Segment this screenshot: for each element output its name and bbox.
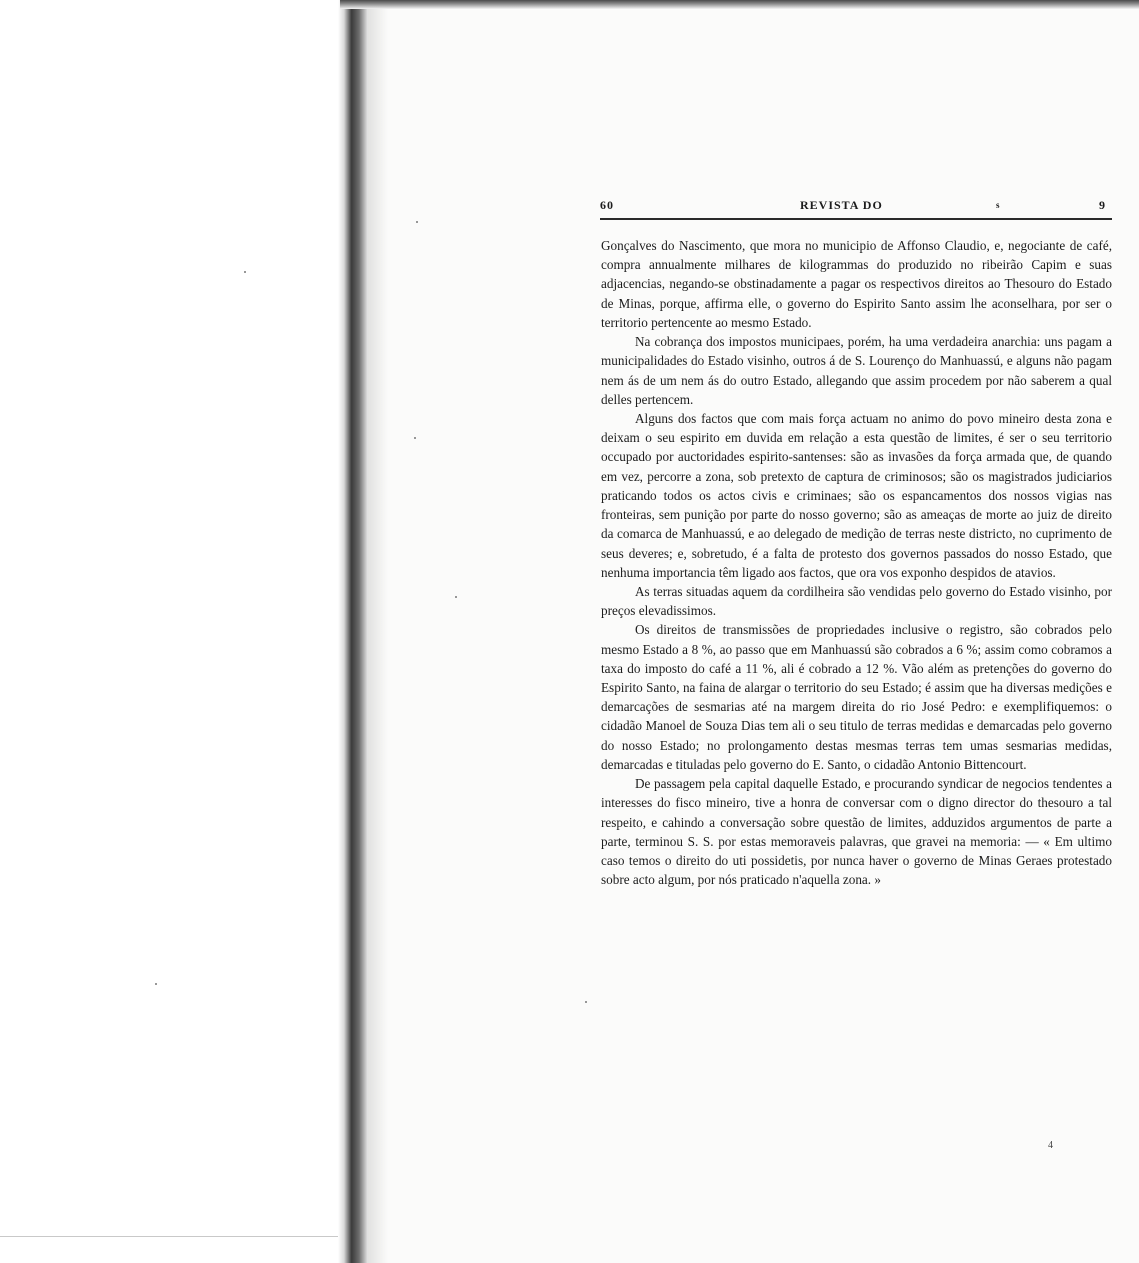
page-number: 60 <box>600 198 614 212</box>
facing-page-edge-line <box>0 1236 338 1237</box>
scan-speck <box>455 596 457 598</box>
running-header-mark: 9 <box>1099 198 1106 212</box>
running-header-mark: s <box>996 200 1001 210</box>
page-top-edge <box>340 0 1139 9</box>
article-body <box>601 236 1112 889</box>
header-rule <box>600 218 1112 220</box>
paragraph: Alguns dos factos que com mais força actuam no animo do povo mineiro desta zona e deixam o seu espirito em duvida em relação a esta questão de limites, é ser o seu territorio occupado por auctoridades espirito-santenses: são as invasões da força armada que, de quando em vez, percorre a zona, sob pretexto de captura de criminosos; são os magistrados judiciarios praticando todos os actos civis e criminaes; são os espancamentos dos nossos vigias nas fronteiras, sem punição por parte do nosso governo; são as ameaças de morte ao juiz de direito da comarca de Manhuassú, e ao delegado de medição de terras neste districto, no cuprimento de seus deveres; e, sobretudo, é a falta de protesto dos governos passados do nosso Estado, que nenhuma importancia têm ligado aos factos, que ora vos exponho despidos de atavios. <box>601 410 1112 580</box>
paragraph: De passagem pela capital daquelle Estado, e procurando syndicar de negocios tendentes a interesses do fisco mineiro, tive a honra de conversar com o digno director do thesouro a tal respeito, e cahindo a conversação sobre questão de limites, adduzidos argumentos de parte a parte, terminou S. S. por estas memoraveis palavras, que gravei na memoria: — « Em ultimo caso temos o direito do uti possidetis, por nunca haver o governo de Minas Geraes protestado sobre acto algum, por nós praticado n'aquella zona. » <box>601 776 1112 888</box>
facing-page-blank <box>0 0 338 1263</box>
running-header <box>600 198 1106 216</box>
scan-speck <box>416 221 418 223</box>
binding-shadow <box>368 0 388 1263</box>
scan-speck <box>414 437 416 439</box>
footer-mark: 4 <box>1048 1140 1053 1151</box>
scan-speck <box>585 1001 587 1003</box>
scan-speck <box>155 983 157 985</box>
paragraph: Na cobrança dos impostos municipaes, porém, ha uma verdadeira anarchia: uns pagam a municipalidades do Estado visinho, outros á de S. Lourenço do Manhuassú, e alguns não pagam nem ás de um nem ás do outro Estado, allegando que assim procedem por não saberem a qual delles pertencem. <box>601 334 1112 407</box>
paragraph: As terras situadas aquem da cordilheira são vendidas pelo governo do Estado visinho, por preços elevadissimos. <box>601 583 1112 619</box>
book-binding-gutter <box>338 0 368 1263</box>
paragraph: Os direitos de transmissões de propriedades inclusive o registro, são cobrados pelo mesmo Estado a 8 %, ao passo que em Manhuassú são cobrados a 6 %; assim como cobramos a taxa do imposto do café a 11 %, ali é cobrado a 12 %. Vão além as pretenções do governo do Espirito Santo, na faina de alargar o territorio do seu Estado; é assim que ha diversas medições e demarcações de sesmarias até na margem direita do rio José Pedro: e exemplifiquemos: o cidadão Manoel de Souza Dias tem ali o seu titulo de terras medidas e demarcadas pelo governo do nosso Estado; no prolongamento destas mesmas terras tem umas sesmarias medidas, demarcadas e tituladas pelo governo do E. Santo, o cidadão Antonio Bittencourt. <box>601 622 1112 772</box>
paragraph: Gonçalves do Nascimento, que mora no municipio de Affonso Claudio, e, negociante de café, compra annualmente milhares de kilogrammas do produzido no ribeirão Capim e suas adjacencias, negando-se obstinadamente a pagar os respectivos direitos ao Thesouro do Estado de Minas, porque, affirma elle, o governo do Espirito Santo assim lhe aconselhara, por ser o territorio pertencente ao mesmo Estado. <box>601 238 1112 330</box>
scan-speck <box>244 271 246 273</box>
running-header-title: REVISTA DO <box>800 198 883 212</box>
